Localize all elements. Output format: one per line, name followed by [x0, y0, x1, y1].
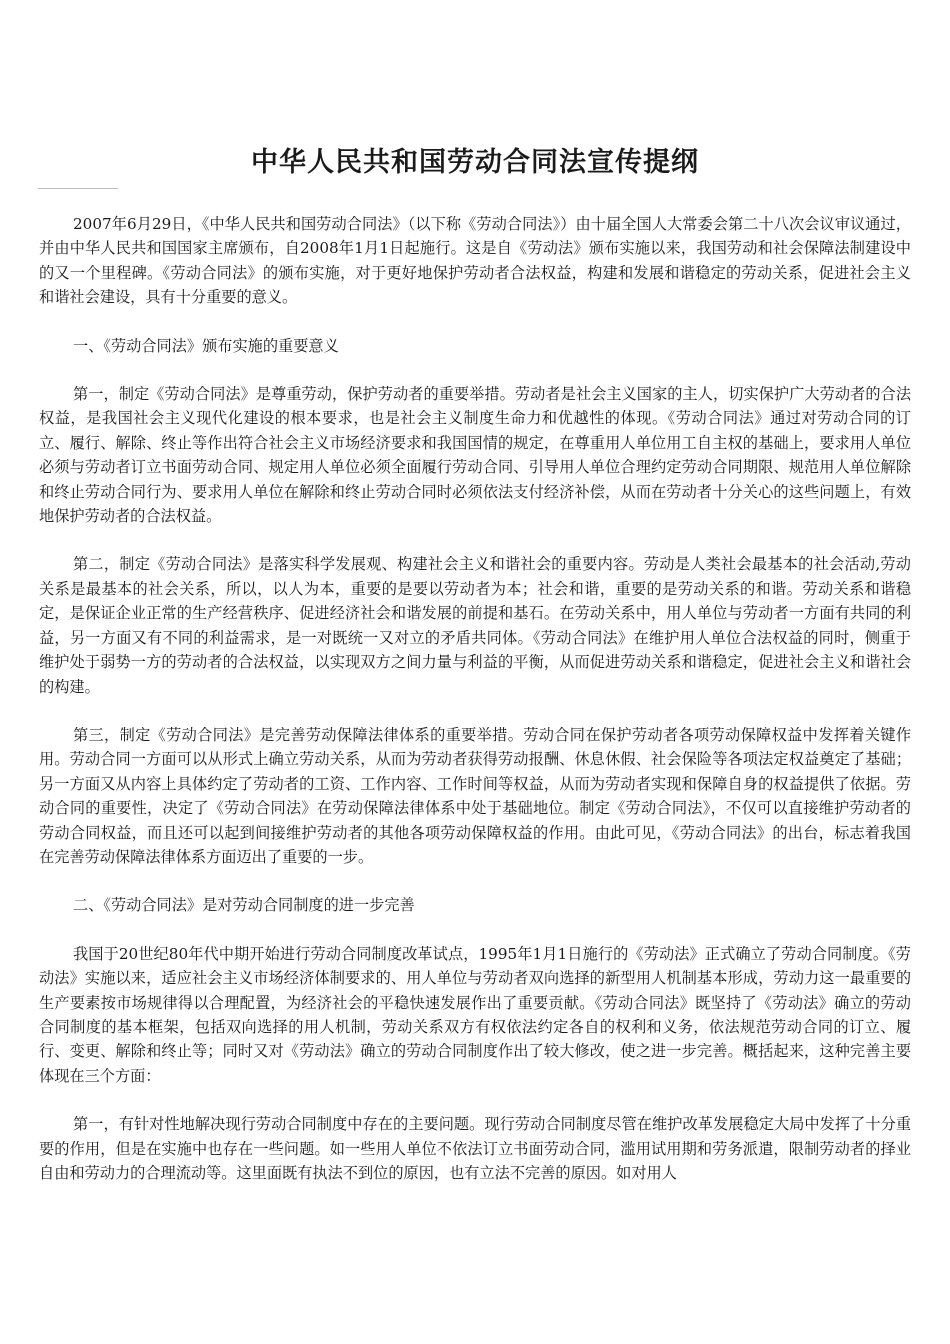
paragraph: 第一，制定《劳动合同法》是尊重劳动，保护劳动者的重要举措。劳动者是社会主义国家的主人，切实保护广大劳动者的合法权益，是我国社会主义现代化建设的根本要求，也是社会主义制度生命力和优越性的体现。《劳动合同法》通过对劳动合同的订立、履行、解除、终止等作出符合社会主义市场经济要求和我国国情的规定，在尊重用人单位用工自主权的基础上，要求用人单位必须与劳动者订立书面劳动合同、规定用人单位必须全面履行劳动合同、引导用人单位合理约定劳动合同期限、规范用人单位解除和终止劳动合同行为、要求用人单位在解除和终止劳动合同时必须依法支付经济补偿，从而在劳动者十分关心的这些问题上，有效地保护劳动者的合法权益。 — [39, 385, 911, 526]
paragraph-intro: 2007年6月29日，《中华人民共和国劳动合同法》（以下称《劳动合同法》）由十届全国人大常委会第二十八次会议审议通过，并由中华人民共和国国家主席颁布，自2008年1月1日起施行。这是自《劳动法》颁布实施以来，我国劳动和社会保障法制建设中的又一个里程碑。《劳动合同法》的颁布实施，对于更好地保护劳动者合法权益，构建和发展和谐稳定的劳动关系，促进社会主义和谐社会建设，具有十分重要的意义。 — [39, 215, 911, 307]
document-body — [39, 212, 911, 1209]
title-divider — [38, 188, 118, 189]
paragraph: 第三，制定《劳动合同法》是完善劳动保障法律体系的重要举措。劳动合同在保护劳动者各项劳动保障权益中发挥着关键作用。劳动合同一方面可以从形式上确立劳动关系，从而为劳动者获得劳动报酬、休息休假、社会保险等各项法定权益奠定了基础；另一方面又从内容上具体约定了劳动者的工资、工作内容、工作时间等权益，从而为劳动者实现和保障自身的权益提供了依据。劳动合同的重要性，决定了《劳动合同法》在劳动保障法律体系中处于基础地位。制定《劳动合同法》，不仅可以直接维护劳动者的劳动合同权益，而且还可以起到间接维护劳动者的其他各项劳动保障权益的作用。由此可见，《劳动合同法》的出台，标志着我国在完善劳动保障法律体系方面迈出了重要的一步。 — [39, 725, 911, 866]
paragraph: 第二，制定《劳动合同法》是落实科学发展观、构建社会主义和谐社会的重要内容。劳动是人类社会最基本的社会活动,劳动关系是最基本的社会关系，所以，以人为本，重要的是要以劳动者为本；社会和谐，重要的是劳动关系的和谐。劳动关系和谐稳定，是保证企业正常的生产经营秩序、促进经济社会和谐发展的前提和基石。在劳动关系中，用人单位与劳动者一方面有共同的利益，另一方面又有不同的利益需求，是一对既统一又对立的矛盾共同体。《劳动合同法》在维护用人单位合法权益的同时，侧重于维护处于弱势一方的劳动者的合法权益，以实现双方之间力量与利益的平衡，从而促进劳动关系和谐稳定，促进社会主义和谐社会的构建。 — [39, 555, 911, 696]
document-title: 中华人民共和国劳动合同法宣传提纲 — [251, 147, 699, 178]
section-heading-1: 一、《劳动合同法》颁布实施的重要意义 — [73, 336, 339, 355]
paragraph: 第一，有针对性地解决现行劳动合同制度中存在的主要问题。现行劳动合同制度尽管在维护改革发展稳定大局中发挥了十分重要的作用，但是在实施中也存在一些问题。如一些用人单位不依法订立书面劳动合同，滥用试用期和劳务派遣，限制劳动者的择业自由和劳动力的合理流动等。这里面既有执法不到位的原因，也有立法不完善的原因。如对用人 — [39, 1115, 911, 1182]
paragraph: 我国于20世纪80年代中期开始进行劳动合同制度改革试点，1995年1月1日施行的《劳动法》正式确立了劳动合同制度。《劳动法》实施以来，适应社会主义市场经济体制要求的、用人单位与劳动者双向选择的新型用人机制基本形成，劳动力这一最重要的生产要素按市场规律得以合理配置，为经济社会的平稳快速发展作出了重要贡献。《劳动合同法》既坚持了《劳动法》确立的劳动合同制度的基本框架，包括双向选择的用人机制，劳动关系双方有权依法约定各自的权利和义务，依法规范劳动合同的订立、履行、变更、解除和终止等；同时又对《劳动法》确立的劳动合同制度作出了较大修改，使之进一步完善。概括起来，这种完善主要体现在三个方面： — [39, 944, 911, 1085]
section-heading-2: 二、《劳动合同法》是对劳动合同制度的进一步完善 — [73, 896, 415, 915]
